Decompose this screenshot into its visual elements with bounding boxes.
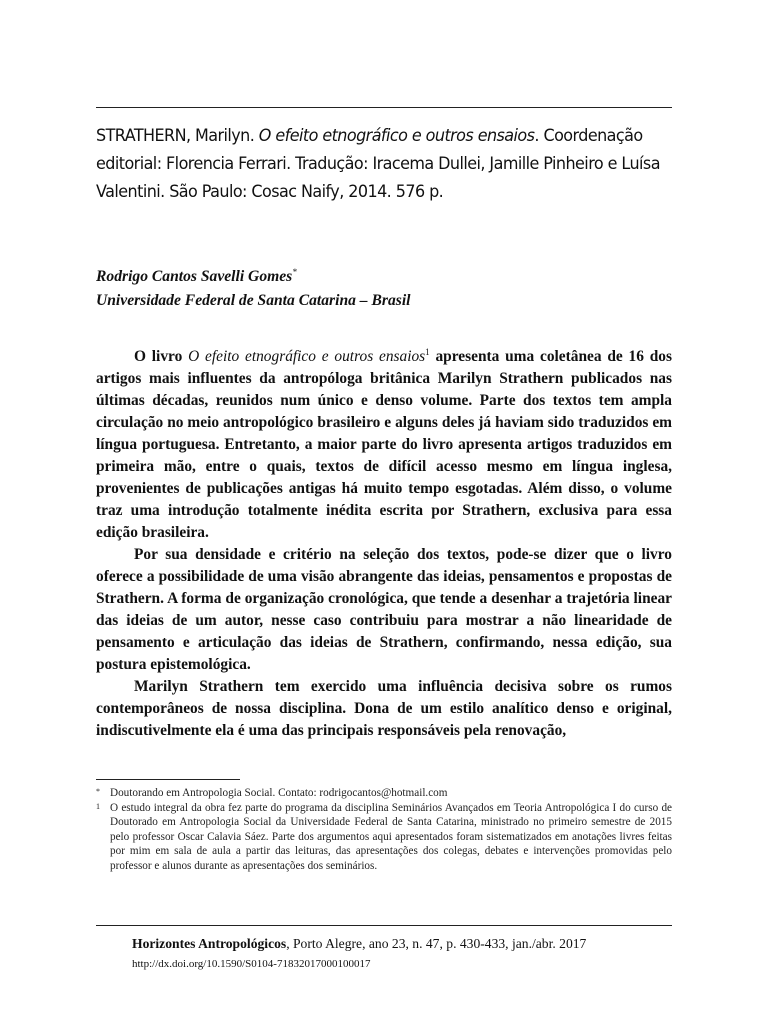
p1-footnote-mark: 1: [425, 346, 430, 357]
reviewer-block: [96, 260, 676, 313]
p1-lead: O livro: [134, 348, 189, 365]
footnote-1: [96, 786, 672, 801]
p1-text: apresenta uma coletânea de 16 dos artigos mais influentes da antropóloga britânica Marilyn Strathern publicados nas últimas décadas, reunidos num único e denso volume. Parte dos textos tem ampla circulação no meio antropológico brasileiro e alguns deles já haviam sido traduzidos em língua portuguesa. Entretanto, a maior parte do livro apresenta artigos traduzidos em primeira mão, entre o quais, textos de difícil acesso mesmo em língua inglesa, provenientes de publicações antigas há muito tempo esgotadas. Além disso, o volume traz uma introdução totalmente inédita escrita por Strathern, exclusiva para essa edição brasileira.: [96, 348, 672, 541]
footnote-2: [96, 801, 672, 874]
paragraph-1: [96, 346, 672, 544]
reference-title: O efeito etnográfico e outros ensaios: [258, 126, 535, 146]
review-body: [96, 346, 672, 742]
reviewer-affiliation: Universidade Federal de Santa Catarina – Brasil: [96, 292, 411, 310]
footnotes: [96, 786, 672, 874]
p1-book-title: O efeito etnográfico e outros ensaios: [188, 348, 426, 365]
footnote-2-text: O estudo integral da obra fez parte do programa da disciplina Seminários Avançados em Teoria Antropológica I do curso de Doutorado em Antropologia Social da Universidade Federal de Santa Catarina, ministrado no primeiro semestre de 2015 pelo professor Oscar Calavia Sáez. Parte dos argumentos aqui apresentados foram sistematizados em anotações livres feitas por mim em sala de aula a partir das leituras, das apresentações dos colegas, debates e intervenções promovidas pelo professor e alunos durante as apresentações dos seminários.: [110, 801, 672, 872]
footnote-2-mark: 1: [96, 801, 100, 811]
footnote-1-text: Doutorando em Antropologia Social. Contato: rodrigocantos@hotmail.com: [110, 787, 448, 799]
reviewer-name: Rodrigo Cantos Savelli Gomes: [96, 268, 293, 286]
journal-citation: [132, 935, 672, 953]
journal-name: Horizontes Antropológicos: [132, 936, 287, 951]
reviewer-footnote-mark: *: [292, 267, 297, 277]
header-rule: [96, 107, 672, 108]
footnote-rule: [96, 779, 240, 780]
book-reference: [96, 122, 676, 206]
footer-rule: [96, 925, 672, 926]
reference-details: . Coordenação editorial: Florencia Ferrari. Tradução: Iracema Dullei, Jamille Pinheiro e Luísa Valentini. São Paulo: Cosac Naify, 2014. 576 p.: [96, 126, 660, 202]
doi-link[interactable]: http://dx.doi.org/10.1590/S0104-71832017000100017: [132, 958, 371, 970]
footnote-1-mark: *: [96, 787, 100, 796]
paragraph-2: Por sua densidade e critério na seleção dos textos, pode-se dizer que o livro oferece a possibilidade de uma visão abrangente das ideias, pensamentos e propostas de Strathern. A forma de organização cronológica, que tende a desenhar a trajetória linear das ideias de um autor, nesse caso contribuiu para mostrar a não linearidade de pensamento e articulação das ideias de Strathern, confirmando, nessa edição, sua postura epistemológica.: [96, 546, 672, 673]
reference-author: STRATHERN, Marilyn.: [96, 126, 259, 146]
reviewer-name-line: [96, 260, 676, 289]
journal-details: , Porto Alegre, ano 23, n. 47, p. 430-433, jan./abr. 2017: [286, 936, 587, 951]
paragraph-3: Marilyn Strathern tem exercido uma influência decisiva sobre os rumos contemporâneos de nossa disciplina. Dona de um estilo analítico denso e original, indiscutivelmente ela é uma das principais responsáveis pela renovação,: [96, 678, 672, 739]
